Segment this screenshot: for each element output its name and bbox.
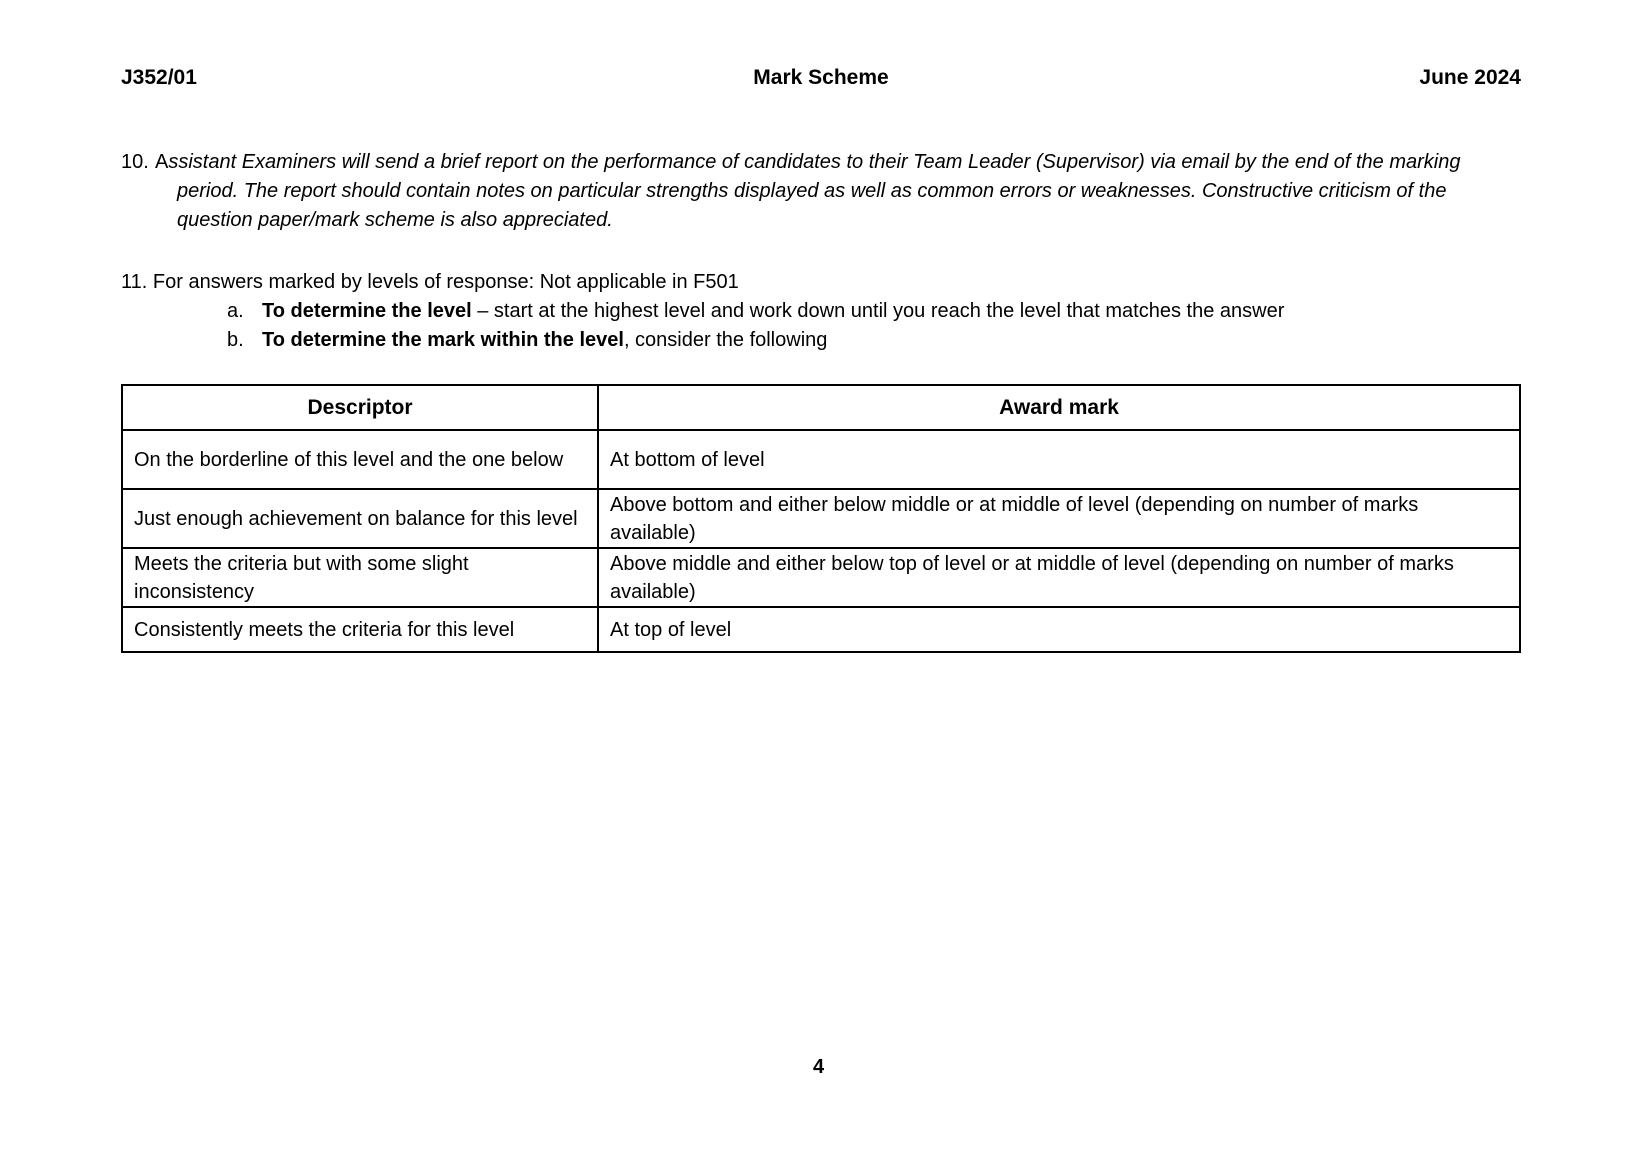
list-marker: a. xyxy=(227,300,244,322)
award-mark-cell: Above bottom and either below middle or at middle of level (depending on number of marks available) xyxy=(598,489,1520,548)
instruction-body: ssistant Examiners will send a brief report on the performance of candidates to their Team Leader (Supervisor) via email by the end of the marking period. The report should contain notes on particular strengths displayed as well as common errors or weaknesses. Constructive criticism of the question paper/mark scheme is also appreciated. xyxy=(168,151,1461,231)
award-mark-cell: At top of level xyxy=(598,607,1520,652)
table-row xyxy=(122,548,1520,607)
list-item-text: – start at the highest level and work down until you reach the level that matches the answer xyxy=(471,300,1285,322)
instruction-10 xyxy=(121,148,1521,235)
column-header-descriptor: Descriptor xyxy=(122,385,598,430)
award-mark-cell: At bottom of level xyxy=(598,430,1520,489)
descriptor-cell: On the borderline of this level and the one below xyxy=(122,430,598,489)
instruction-11 xyxy=(121,268,1521,355)
award-mark-cell: Above middle and either below top of level or at middle of level (depending on number of marks available) xyxy=(598,548,1520,607)
list-item-bold: To determine the mark within the level xyxy=(262,329,624,351)
column-header-award-mark: Award mark xyxy=(598,385,1520,430)
list-item-bold: To determine the level xyxy=(262,300,472,322)
instruction-intro-text: For answers marked by levels of response: Not applicable in F501 xyxy=(152,271,739,293)
list-item xyxy=(121,326,1521,355)
list-item xyxy=(121,297,1521,326)
instruction-number: 11. xyxy=(121,271,148,293)
descriptor-cell: Consistently meets the criteria for this level xyxy=(122,607,598,652)
descriptor-cell: Meets the criteria but with some slight inconsistency xyxy=(122,548,598,607)
exam-date: June 2024 xyxy=(1419,66,1521,89)
list-marker: b. xyxy=(227,329,244,351)
instruction-lead-letter: A xyxy=(155,151,169,173)
page-number: 4 xyxy=(812,1056,825,1078)
table-header-row xyxy=(122,385,1520,430)
list-item-text: , consider the following xyxy=(623,329,828,351)
descriptor-cell: Just enough achievement on balance for this level xyxy=(122,489,598,548)
levels-table xyxy=(121,384,1521,653)
instruction-text xyxy=(121,148,1521,235)
instruction-number: 10. xyxy=(121,151,149,173)
instruction-intro xyxy=(121,268,1521,297)
table-row xyxy=(122,489,1520,548)
page-header xyxy=(121,66,1521,96)
table-row xyxy=(122,430,1520,489)
table-row xyxy=(122,607,1520,652)
page-title: Mark Scheme xyxy=(753,66,889,89)
paper-code: J352/01 xyxy=(121,66,197,89)
